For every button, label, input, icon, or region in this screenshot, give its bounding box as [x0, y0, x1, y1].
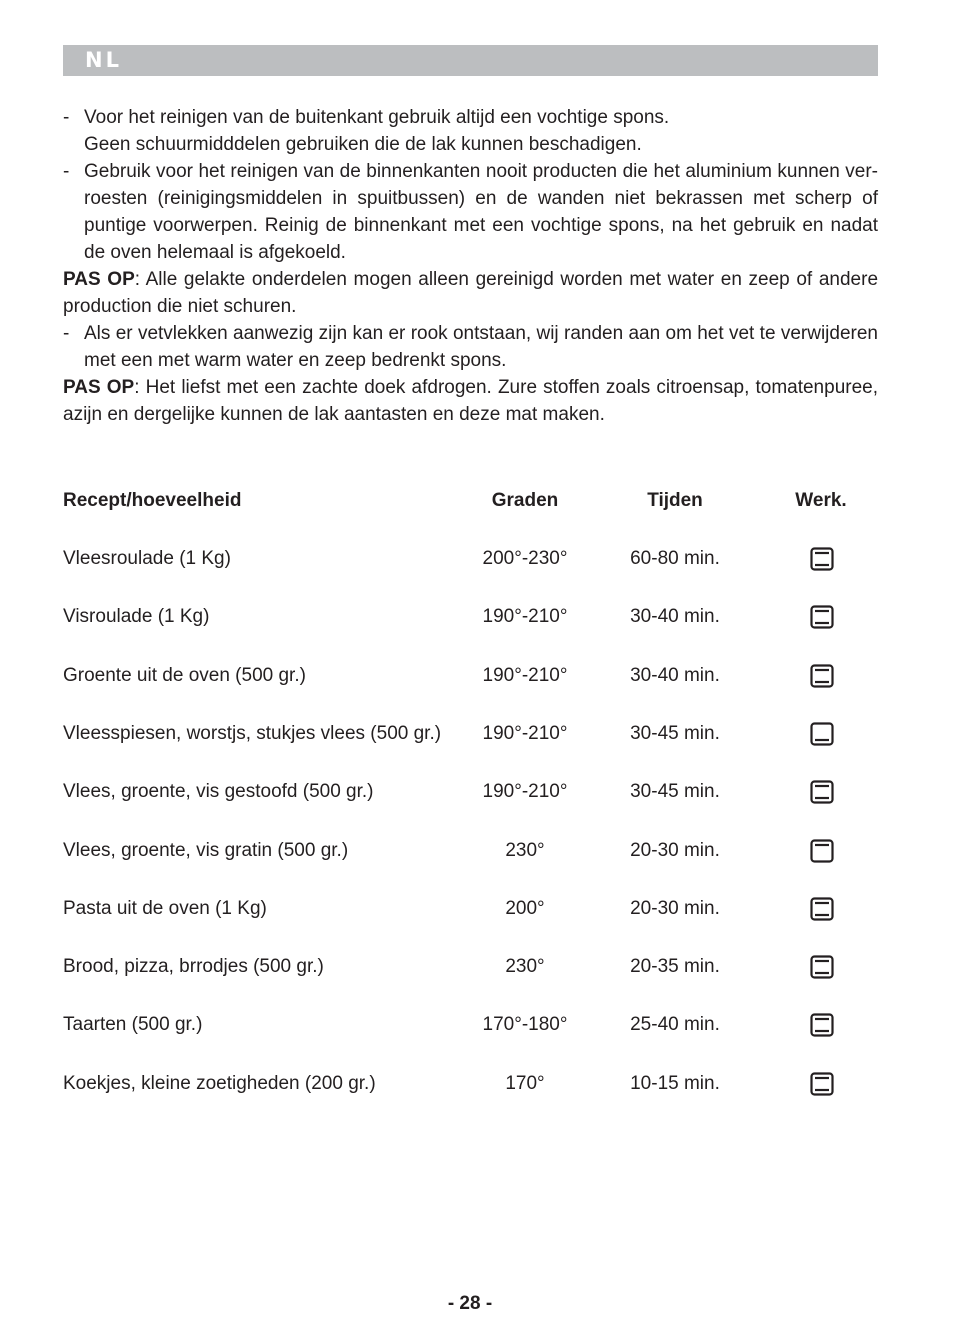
- degrees-cell: 200°: [505, 898, 545, 919]
- warning-label: PAS OP: [63, 269, 135, 290]
- warning-text: : Het liefst met een zachte doek afdrogen. Zure stoffen zoals citroensap, tomatenpuree, azijn en dergelijke kunnen de lak aantasten en deze mat maken.: [63, 377, 878, 425]
- recipe-cell: Taarten (500 gr.): [63, 1014, 203, 1035]
- page-number: - 28 -: [447, 1293, 493, 1314]
- instruction-text: Als er vetvlekken aanwezig zijn kan er rook ontstaan, wij randen aan om het vet te verwijderen met een met warm water en zeep bedrenkt spons.: [84, 323, 878, 371]
- time-cell: 30-40 min.: [630, 665, 720, 686]
- recipe-cell: Pasta uit de oven (1 Kg): [63, 898, 267, 919]
- oven-top-bottom-heat-icon: [809, 896, 835, 922]
- bullet-dash: -: [63, 107, 70, 128]
- time-cell: 10-15 min.: [630, 1073, 720, 1094]
- bullet-dash: -: [63, 323, 70, 344]
- table-row: [63, 777, 878, 807]
- recipe-cell: Brood, pizza, brrodjes (500 gr.): [63, 956, 324, 977]
- table-row: [63, 602, 878, 632]
- degrees-cell: 190°-210°: [482, 606, 568, 627]
- instruction-item: [63, 158, 878, 266]
- cleaning-instructions: [63, 104, 878, 428]
- oven-top-heat-icon: [809, 838, 835, 864]
- recipe-cell: Groente uit de oven (500 gr.): [63, 665, 306, 686]
- recipe-cell: Vleesspiesen, worstjs, stukjes vlees (500 gr.): [63, 723, 442, 744]
- table-row: [63, 719, 878, 749]
- oven-top-bottom-heat-icon: [809, 954, 835, 980]
- time-cell: 60-80 min.: [630, 548, 720, 569]
- instruction-line: Geen schuurmidddelen gebruiken die de lak kunnen beschadigen.: [84, 134, 642, 155]
- degrees-cell: 190°-210°: [482, 723, 568, 744]
- time-cell: 20-35 min.: [630, 956, 720, 977]
- degrees-cell: 230°: [505, 840, 545, 861]
- table-row: [63, 836, 878, 866]
- header-work: Werk.: [795, 490, 847, 511]
- recipe-cell: Vleesroulade (1 Kg): [63, 548, 231, 569]
- oven-bottom-heat-icon: [809, 721, 835, 747]
- oven-top-bottom-heat-icon: [809, 779, 835, 805]
- table-row: [63, 544, 878, 574]
- time-cell: 30-40 min.: [630, 606, 720, 627]
- time-cell: 25-40 min.: [630, 1014, 720, 1035]
- oven-top-bottom-heat-icon: [809, 1012, 835, 1038]
- bullet-dash: -: [63, 161, 70, 182]
- oven-top-bottom-heat-icon: [809, 604, 835, 630]
- table-row: [63, 894, 878, 924]
- recipe-cell: Koekjes, kleine zoetigheden (200 gr.): [63, 1073, 376, 1094]
- table-row: [63, 1010, 878, 1040]
- degrees-cell: 190°-210°: [482, 781, 568, 802]
- instruction-item: [63, 104, 878, 158]
- recipe-cell: Vlees, groente, vis gestoofd (500 gr.): [63, 781, 374, 802]
- table-row: [63, 1069, 878, 1099]
- oven-top-bottom-heat-icon: [809, 546, 835, 572]
- degrees-cell: 190°-210°: [482, 665, 568, 686]
- header-recipe: Recept/hoeveelheid: [63, 490, 242, 511]
- table-header-row: [63, 486, 878, 516]
- time-cell: 30-45 min.: [630, 781, 720, 802]
- degrees-cell: 230°: [505, 956, 545, 977]
- degrees-cell: 170°-180°: [482, 1014, 568, 1035]
- language-header-bar: [63, 45, 878, 76]
- header-times: Tijden: [647, 490, 703, 511]
- warning-note: [63, 266, 878, 320]
- time-cell: 30-45 min.: [630, 723, 720, 744]
- degrees-cell: 200°-230°: [482, 548, 568, 569]
- language-code: NL: [85, 48, 122, 72]
- time-cell: 20-30 min.: [630, 840, 720, 861]
- instruction-item: [63, 320, 878, 374]
- warning-label: PAS OP: [63, 377, 135, 398]
- instruction-line: Voor het reinigen van de buitenkant gebruik altijd een vochtige spons.: [84, 107, 670, 128]
- warning-text: : Alle gelakte onderdelen mogen alleen gereinigd worden met water en zeep of andere production die niet schuren.: [63, 269, 879, 317]
- table-row: [63, 661, 878, 691]
- recipe-cell: Visroulade (1 Kg): [63, 606, 210, 627]
- header-degrees: Graden: [491, 490, 559, 511]
- instruction-text: Gebruik voor het reinigen van de binnenkanten nooit producten die het aluminium kunnen ver-roesten (reinigingsmiddelen in spuitbussen) en de wanden niet bekrassen met scherp of puntige voorwerpen. Reinig de binnenkant met een vochtige spons, na het gebruik en nadat de oven helemaal is afgekoeld.: [84, 161, 878, 263]
- oven-top-bottom-heat-icon: [809, 663, 835, 689]
- oven-top-bottom-heat-icon: [809, 1071, 835, 1097]
- table-row: [63, 952, 878, 982]
- time-cell: 20-30 min.: [630, 898, 720, 919]
- recipe-cell: Vlees, groente, vis gratin (500 gr.): [63, 840, 349, 861]
- warning-note: [63, 374, 878, 428]
- degrees-cell: 170°: [505, 1073, 545, 1094]
